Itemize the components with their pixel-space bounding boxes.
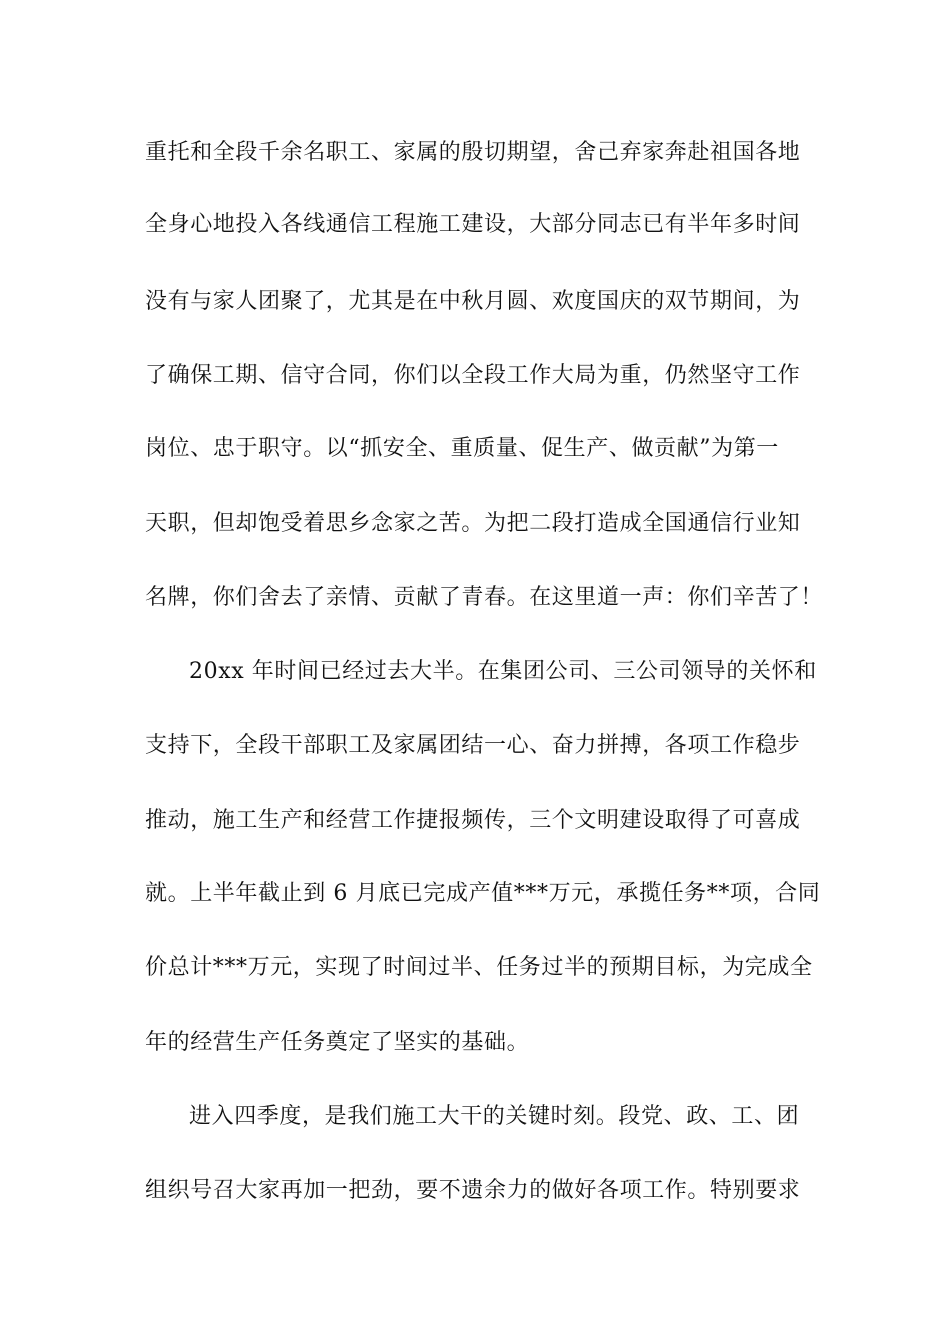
text-line: 重托和全段千余名职工、家属的殷切期望，舍己弃家奔赴祖国各地 bbox=[145, 140, 801, 165]
text-line: 天职，但却饱受着思乡念家之苦。为把二段打造成全国通信行业知 bbox=[145, 511, 801, 536]
text-line: 价总计***万元，实现了时间过半、任务过半的预期目标，为完成全 bbox=[145, 955, 813, 980]
text-line: 名牌，你们舍去了亲情、贡献了青春。在这里道一声：你们辛苦了！ bbox=[145, 585, 824, 610]
text-line: 支持下，全段干部职工及家属团结一心、奋力拼搏，各项工作稳步 bbox=[145, 733, 801, 758]
text-line: 年的经营生产任务奠定了坚实的基础。 bbox=[145, 1030, 530, 1055]
text-line: 没有与家人团聚了，尤其是在中秋月圆、欢度国庆的双节期间，为 bbox=[145, 289, 801, 314]
text-line: 岗位、忠于职守。以“抓安全、重质量、促生产、做贡献”为第一 bbox=[145, 436, 779, 461]
text-line: 推动，施工生产和经营工作捷报频传，三个文明建设取得了可喜成 bbox=[145, 808, 801, 833]
text-line: 全身心地投入各线通信工程施工建设，大部分同志已有半年多时间 bbox=[145, 212, 801, 237]
text-line: 组织号召大家再加一把劲，要不遗余力的做好各项工作。特别要求 bbox=[145, 1178, 801, 1203]
paragraph-first-line: 20xx 年时间已经过去大半。在集团公司、三公司领导的关怀和 bbox=[189, 659, 817, 684]
text-line: 就。上半年截止到 6 月底已完成产值***万元，承揽任务**项，合同 bbox=[145, 881, 821, 906]
paragraph-first-line: 进入四季度，是我们施工大干的关键时刻。段党、政、工、团 bbox=[189, 1104, 800, 1129]
text-line: 了确保工期、信守合同，你们以全段工作大局为重，仍然坚守工作 bbox=[145, 363, 801, 388]
